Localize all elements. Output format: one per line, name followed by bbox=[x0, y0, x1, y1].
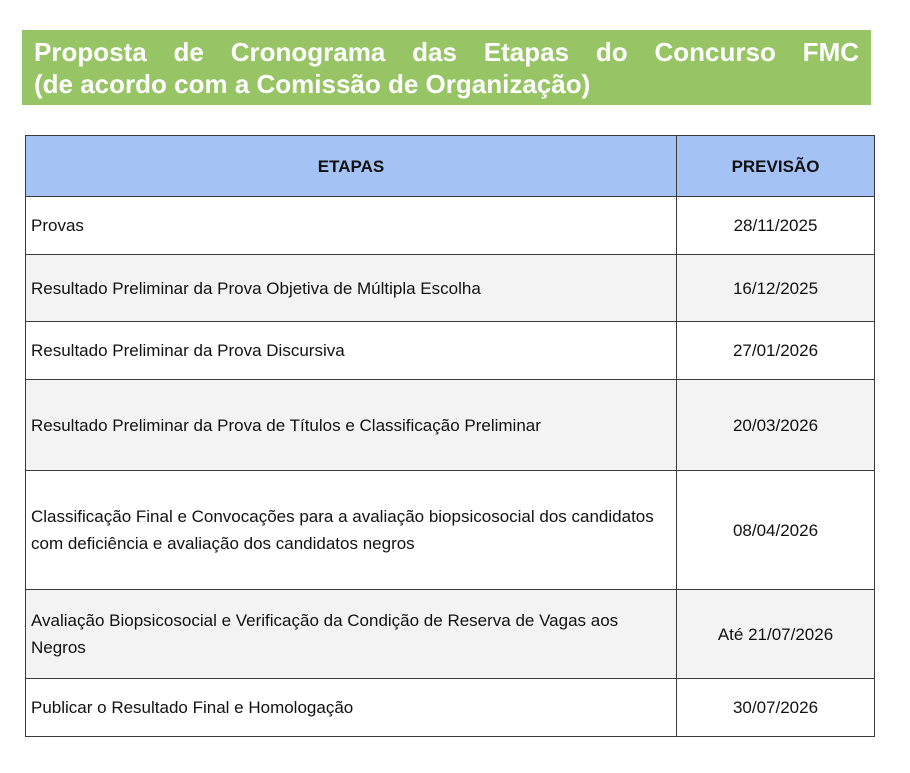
stage-cell: Resultado Preliminar da Prova de Títulos e Classificação Preliminar bbox=[26, 380, 677, 471]
stage-cell: Resultado Preliminar da Prova Objetiva de Múltipla Escolha bbox=[26, 255, 677, 322]
header-stages: ETAPAS bbox=[26, 136, 677, 197]
stage-cell: Publicar o Resultado Final e Homologação bbox=[26, 679, 677, 737]
table-row bbox=[26, 197, 875, 255]
stage-cell: Classificação Final e Convocações para a avaliação biopsicosocial dos candidatos com deficiência e avaliação dos candidatos negros bbox=[26, 471, 677, 590]
table-row bbox=[26, 590, 875, 679]
table-row bbox=[26, 679, 875, 737]
schedule-table bbox=[25, 135, 875, 737]
table-row bbox=[26, 471, 875, 590]
stage-cell: Avaliação Biopsicosocial e Verificação da Condição de Reserva de Vagas aos Negros bbox=[26, 590, 677, 679]
table-row bbox=[26, 380, 875, 471]
title-line-1: Proposta de Cronograma das Etapas do Concurso FMC bbox=[34, 37, 859, 67]
table-header-row bbox=[26, 136, 875, 197]
date-cell: 16/12/2025 bbox=[677, 255, 875, 322]
date-cell: 30/07/2026 bbox=[677, 679, 875, 737]
stage-cell: Resultado Preliminar da Prova Discursiva bbox=[26, 322, 677, 380]
table-row bbox=[26, 322, 875, 380]
title-banner bbox=[22, 30, 871, 105]
date-cell: 27/01/2026 bbox=[677, 322, 875, 380]
title-line-2: (de acordo com a Comissão de Organização) bbox=[34, 69, 591, 99]
stage-cell: Provas bbox=[26, 197, 677, 255]
date-cell: Até 21/07/2026 bbox=[677, 590, 875, 679]
table-row bbox=[26, 255, 875, 322]
date-cell: 08/04/2026 bbox=[677, 471, 875, 590]
date-cell: 20/03/2026 bbox=[677, 380, 875, 471]
header-forecast: PREVISÃO bbox=[677, 136, 875, 197]
date-cell: 28/11/2025 bbox=[677, 197, 875, 255]
